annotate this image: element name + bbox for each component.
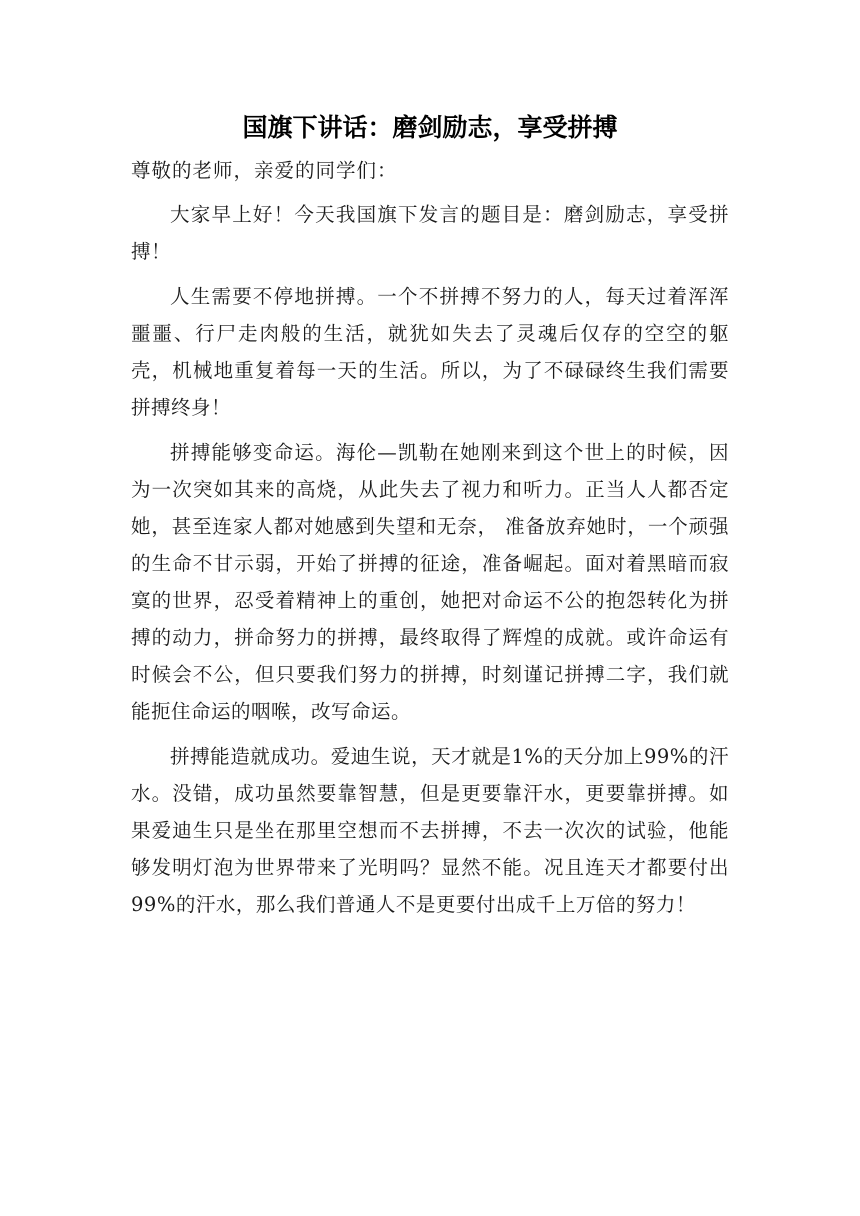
greeting: 尊敬的老师，亲爱的同学们： — [131, 159, 398, 182]
paragraph-helen-keller: 拼搏能够变命运。海伦—凯勒在她刚来到这个世上的时候，因为一次突如其来的高烧，从此失去了视力和听力。正当人人都否定她，甚至连家人都对她感到失望和无奈， 准备放弃她时，一个顽强的生命不甘示弱，开始了拼搏的征途，准备崛起。面对着黑暗而寂寞的世界，忍受着精神上的重创，她把对命运不公的抱怨转化为拼搏的动力，拼命努力的拼搏，最终取得了辉煌的成就。或许命运有时候会不公，但只要我们努力的拼搏，时刻谨记拼搏二字，我们就能扼住命运的咽喉，改写命运。 — [131, 441, 729, 723]
paragraph-opening: 大家早上好！今天我国旗下发言的题目是：磨剑励志，享受拼搏！ — [131, 203, 729, 263]
document-title: 国旗下讲话：磨剑励志，享受拼搏 — [242, 113, 618, 142]
document-page — [131, 108, 729, 923]
paragraph-need-to-strive: 人生需要不停地拼搏。一个不拼搏不努力的人，每天过着浑浑噩噩、行尸走肉般的生活，就犹如失去了灵魂后仅存的空空的躯壳，机械地重复着每一天的生活。所以，为了不碌碌终生我们需要拼搏终身！ — [131, 285, 729, 419]
paragraph-edison: 拼搏能造就成功。爱迪生说，天才就是1%的天分加上99%的汗水。没错，成功虽然要靠智慧，但是更要靠汗水，更要靠拼搏。如果爱迪生只是坐在那里空想而不去拼搏，不去一次次的试验，他能够发明灯泡为世界带来了光明吗？显然不能。况且连天才都要付出99%的汗水，那么我们普通人不是更要付出成千上万倍的努力！ — [131, 745, 729, 916]
